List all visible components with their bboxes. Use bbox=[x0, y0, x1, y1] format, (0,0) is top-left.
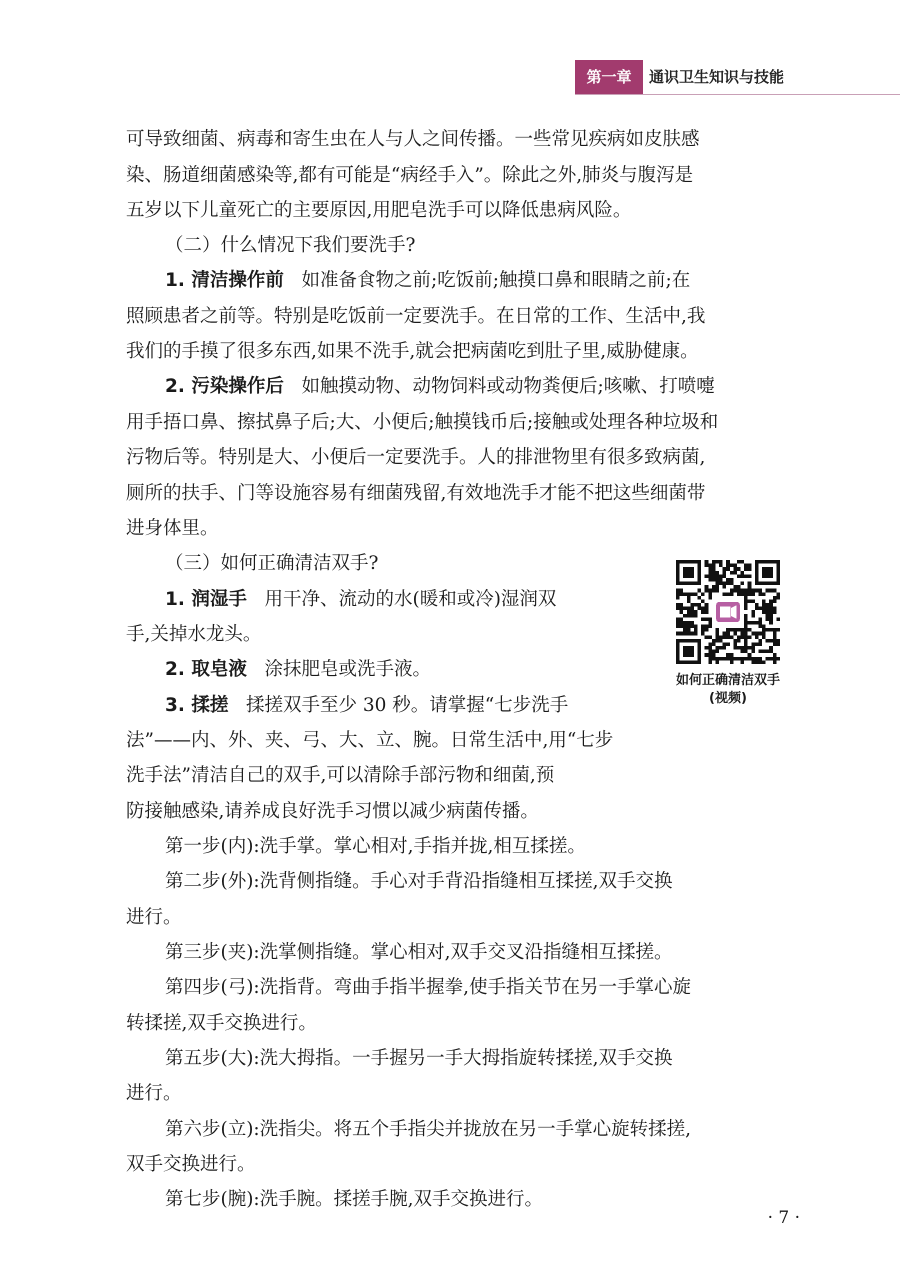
qr-caption-subtitle: (视频) bbox=[709, 691, 747, 706]
paragraph-line: 染、肠道细菌感染等,都有可能是“病经手入”。除此之外,肺炎与腹泻是 bbox=[126, 165, 694, 186]
item-rub bbox=[165, 694, 568, 718]
paragraph-line: 污物后等。特别是大、小便后一定要洗手。人的排泄物里有很多致病菌, bbox=[126, 447, 706, 468]
paragraph-line: 可导致细菌、病毒和寄生虫在人与人之间传播。一些常见疾病如皮肤感 bbox=[126, 129, 700, 150]
item-lead: 2. 污染操作后 bbox=[165, 376, 284, 397]
item-pollute-after bbox=[165, 375, 715, 399]
item-lead: 1. 润湿手 bbox=[165, 589, 247, 610]
step-line: 第五步(大):洗大拇指。一手握另一手大拇指旋转揉搓,双手交换 bbox=[165, 1048, 673, 1069]
qr-code-image bbox=[676, 560, 780, 664]
item-clean-before bbox=[165, 269, 690, 293]
step-line: 进行。 bbox=[126, 1083, 182, 1104]
section-heading: （二）什么情况下我们要洗手? bbox=[165, 235, 416, 256]
video-icon bbox=[712, 598, 744, 627]
item-lead: 1. 清洁操作前 bbox=[165, 270, 284, 291]
item-wet bbox=[165, 588, 556, 612]
paragraph-line: 手,关掉水龙头。 bbox=[126, 624, 262, 645]
page-number: · 7 · bbox=[767, 1208, 800, 1228]
paragraph-line: 五岁以下儿童死亡的主要原因,用肥皂洗手可以降低患病风险。 bbox=[126, 200, 632, 221]
item-text: 揉搓双手至少 30 秒。请掌握“七步洗手 bbox=[246, 695, 569, 716]
chapter-badge: 第一章 bbox=[575, 60, 643, 94]
item-text: 如触摸动物、动物饲料或动物粪便后;咳嗽、打喷嚏 bbox=[301, 376, 715, 397]
paragraph-line: 用手捂口鼻、擦拭鼻子后;大、小便后;触摸钱币后;接触或处理各种垃圾和 bbox=[126, 412, 719, 433]
item-lead: 3. 揉搓 bbox=[165, 695, 229, 716]
item-lead: 2. 取皂液 bbox=[165, 659, 247, 680]
paragraph-line: 厕所的扶手、门等设施容易有细菌残留,有效地洗手才能不把这些细菌带 bbox=[126, 483, 706, 504]
step-line: 第一步(内):洗手掌。掌心相对,手指并拢,相互揉搓。 bbox=[165, 836, 586, 857]
step-line: 第二步(外):洗背侧指缝。手心对手背沿指缝相互揉搓,双手交换 bbox=[165, 871, 673, 892]
item-text: 如准备食物之前;吃饭前;触摸口鼻和眼睛之前;在 bbox=[301, 270, 691, 291]
paragraph-line: 防接触感染,请养成良好洗手习惯以减少病菌传播。 bbox=[126, 801, 539, 822]
step-line: 第六步(立):洗指尖。将五个手指尖并拢放在另一手掌心旋转揉搓, bbox=[165, 1119, 692, 1140]
paragraph-line: 照顾患者之前等。特别是吃饭前一定要洗手。在日常的工作、生活中,我 bbox=[126, 306, 706, 327]
step-line: 第三步(夹):洗掌侧指缝。掌心相对,双手交叉沿指缝相互揉搓。 bbox=[165, 942, 673, 963]
header-divider bbox=[575, 94, 900, 95]
item-soap bbox=[165, 658, 431, 682]
qr-caption-title: 如何正确清洁双手 bbox=[675, 673, 780, 688]
chapter-title: 通识卫生知识与技能 bbox=[649, 68, 785, 86]
qr-code[interactable] bbox=[676, 560, 780, 664]
paragraph-line: 洗手法”清洁自己的双手,可以清除手部污物和细菌,预 bbox=[126, 765, 555, 786]
item-text: 涂抹肥皂或洗手液。 bbox=[264, 659, 432, 680]
step-line: 第七步(腕):洗手腕。揉搓手腕,双手交换进行。 bbox=[165, 1189, 544, 1210]
paragraph-line: 法”——内、外、夹、弓、大、立、腕。日常生活中,用“七步 bbox=[126, 730, 614, 751]
step-line: 进行。 bbox=[126, 907, 182, 928]
paragraph-line: 进身体里。 bbox=[126, 518, 219, 539]
step-line: 转揉搓,双手交换进行。 bbox=[126, 1013, 317, 1034]
step-line: 第四步(弓):洗指背。弯曲手指半握拳,使手指关节在另一手掌心旋 bbox=[165, 977, 692, 998]
running-header bbox=[575, 60, 900, 94]
paragraph-line: 我们的手摸了很多东西,如果不洗手,就会把病菌吃到肚子里,威胁健康。 bbox=[126, 341, 699, 362]
step-line: 双手交换进行。 bbox=[126, 1154, 256, 1175]
section-heading: （三）如何正确清洁双手? bbox=[165, 553, 379, 574]
item-text: 用干净、流动的水(暖和或冷)湿润双 bbox=[264, 589, 557, 610]
